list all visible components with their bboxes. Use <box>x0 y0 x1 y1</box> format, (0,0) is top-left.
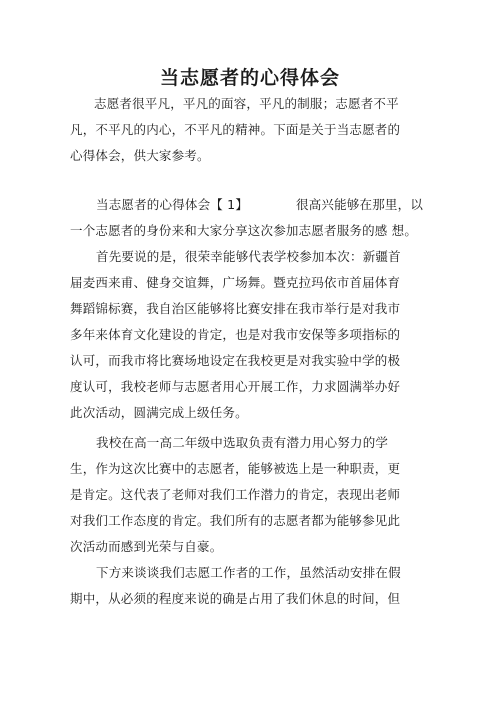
section-heading: 当志愿者的心得体会【 1】 <box>96 197 249 212</box>
paragraph-line: 多年来体育文化建设的肯定，也是对我市安保等多项指标的 <box>70 327 401 342</box>
section-heading-line <box>96 195 423 215</box>
paragraph-line: 我校在高一高二年级中选取负责有潜力用心努力的学 <box>96 435 389 450</box>
section-heading-tail: 很高兴能够在那里，以 <box>296 197 424 212</box>
paragraph-line: 认可，而我市将比赛场地设定在我校更是对我实验中学的极 <box>70 353 401 368</box>
document-title: 当志愿者的心得体会 <box>159 67 340 89</box>
paragraph-line: 期中，从必须的程度来说的确是占用了我们休息的时间，但 <box>70 591 401 606</box>
paragraph-line: 度认可，我校老师与志愿者用心开展工作，力求圆满举办好 <box>70 379 401 394</box>
paragraph-line: 次活动而感到光荣与自豪。 <box>70 539 223 554</box>
paragraph-line: 首先要说的是，很荣幸能够代表学校参加本次：新疆首 <box>96 249 401 264</box>
paragraph-line: 对我们工作态度的肯定。我们所有的志愿者都为能够参见此 <box>70 513 401 528</box>
paragraph-line: 志愿者很平凡，平凡的面容，平凡的制服；志愿者不平 <box>94 96 399 111</box>
paragraph-line: 一个志愿者的身份来和大家分享这次参加志愿者服务的感 想。 <box>70 223 418 238</box>
paragraph-line: 届麦西来甫、健身交谊舞，广场舞。暨克拉玛依市首届体育 <box>70 275 401 290</box>
paragraph-line: 此次活动，圆满完成上级任务。 <box>70 405 248 420</box>
paragraph-line: 凡，不平凡的内心，不平凡的精神。下面是关于当志愿者的 <box>70 122 401 137</box>
paragraph-line: 舞蹈锦标赛，我自治区能够将比赛安排在我市举行是对我市 <box>70 301 401 316</box>
paragraph-line: 是肯定。这代表了老师对我们工作潜力的肯定，表现出老师 <box>70 487 401 502</box>
paragraph-line: 心得体会，供大家参考。 <box>70 148 210 163</box>
paragraph-line: 下方来谈谈我们志愿工作者的工作，虽然活动安排在假 <box>96 565 401 580</box>
paragraph-line: 生，作为这次比赛中的志愿者，能够被选上是一种职责，更 <box>70 461 401 476</box>
